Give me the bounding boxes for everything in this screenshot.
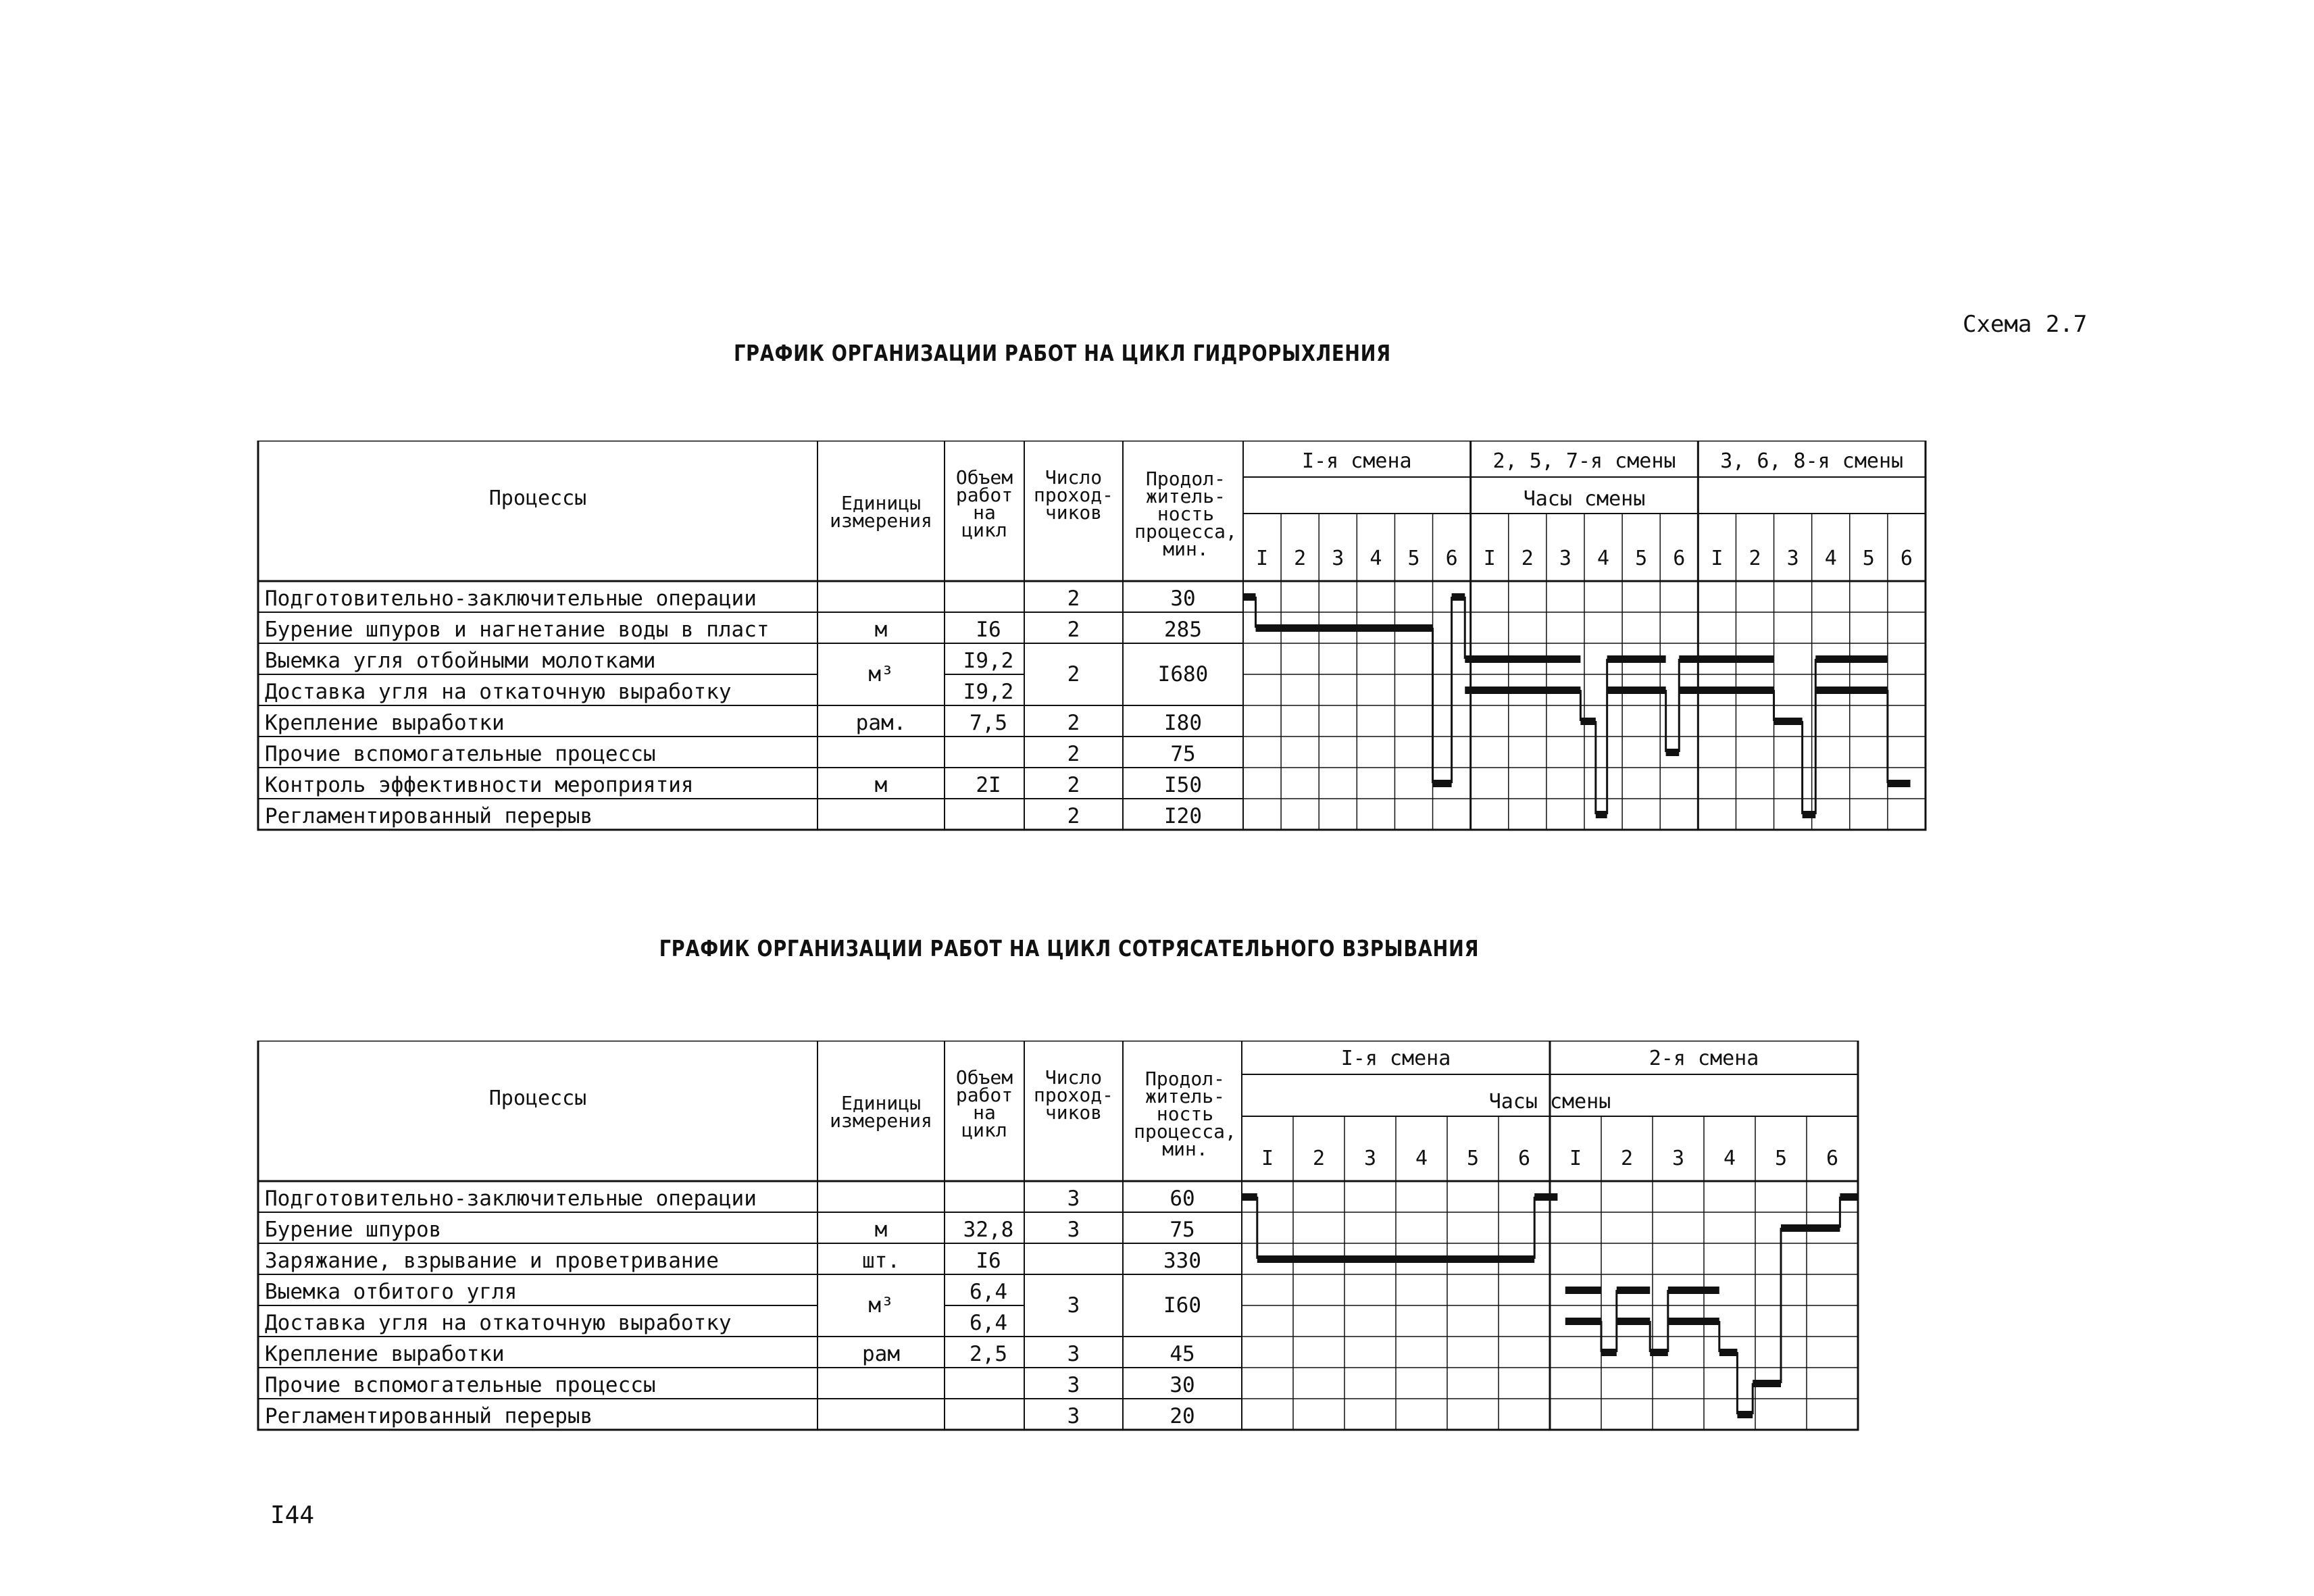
volume-value: I6 — [976, 1249, 1001, 1273]
gantt-bar — [1465, 687, 1580, 694]
duration-header: ность — [1156, 1103, 1214, 1125]
process-name: Бурение шпуров — [265, 1218, 442, 1242]
process-name: Подготовительно-заключительные операции — [265, 1187, 757, 1211]
duration-header: процесса, — [1134, 1120, 1236, 1143]
volume-value: I9,2 — [963, 649, 1014, 673]
duration-value: 285 — [1164, 618, 1202, 642]
hour-label: 6 — [1900, 547, 1913, 570]
duration-value: 330 — [1163, 1249, 1201, 1273]
workers-header: чиков — [1045, 1101, 1103, 1124]
hour-label: 5 — [1466, 1147, 1480, 1170]
volume-header: цикл — [961, 1119, 1007, 1141]
gantt-bar — [1815, 655, 1888, 663]
duration-value: 30 — [1170, 587, 1196, 611]
duration-value: I50 — [1164, 773, 1202, 797]
duration-header: Продол- — [1145, 468, 1226, 490]
workers-value: 3 — [1067, 1293, 1080, 1318]
page-number: I44 — [270, 1501, 315, 1529]
gantt-bar — [1452, 593, 1465, 601]
workers-value: 2 — [1067, 711, 1080, 735]
process-name: Выемка отбитого угля — [265, 1280, 518, 1304]
volume-header: работ — [955, 1084, 1013, 1106]
workers-header: проход- — [1033, 484, 1114, 506]
process-name: Крепление выработки — [265, 711, 505, 735]
unit-header: Единицы — [840, 492, 922, 514]
gantt-bar — [1607, 687, 1666, 694]
duration-header: житель- — [1145, 1085, 1226, 1107]
hour-label: 2 — [1620, 1147, 1634, 1170]
volume-value: 6,4 — [970, 1311, 1007, 1335]
gantt-bar — [1256, 624, 1433, 632]
shift-label: 3, 6, 8-я смены — [1720, 449, 1904, 473]
unit-value: м³ — [868, 662, 894, 687]
gantt-bar — [1888, 780, 1911, 787]
duration-value: 75 — [1169, 1218, 1195, 1242]
workers-value: 2 — [1067, 662, 1080, 687]
hour-label: 3 — [1671, 1147, 1685, 1170]
gantt-bar — [1617, 1318, 1650, 1325]
volume-header: Объем — [955, 466, 1013, 489]
volume-header: цикл — [961, 519, 1007, 541]
duration-header: процесса, — [1134, 520, 1237, 543]
unit-value: м³ — [868, 1293, 894, 1318]
shift-label: 2, 5, 7-я смены — [1492, 449, 1676, 473]
unit-value: м — [874, 618, 888, 642]
gantt-bar — [1737, 1411, 1753, 1418]
gantt-bar — [1753, 1380, 1781, 1387]
volume-header: работ — [955, 484, 1013, 506]
hour-label: 4 — [1369, 547, 1382, 570]
workers-header: чиков — [1045, 501, 1103, 524]
volume-header: на — [973, 1101, 996, 1124]
hour-label: 4 — [1824, 547, 1837, 570]
shift-label: 2-я смена — [1649, 1047, 1759, 1070]
hour-label: I — [1483, 547, 1496, 570]
hour-label: 4 — [1597, 547, 1610, 570]
volume-header: на — [973, 501, 996, 524]
hour-label: 3 — [1786, 547, 1799, 570]
process-name: Контроль эффективности мероприятия — [265, 773, 694, 797]
hours-label: Часы смены — [1523, 487, 1646, 511]
duration-header: ность — [1157, 503, 1215, 525]
shift-label: I-я смена — [1340, 1047, 1451, 1070]
process-header: Процессы — [488, 1087, 587, 1110]
duration-value: 20 — [1169, 1404, 1195, 1428]
hour-label: 2 — [1312, 1147, 1326, 1170]
process-name: Крепление выработки — [265, 1342, 505, 1366]
workers-header: Число — [1045, 1066, 1103, 1089]
table-2-title: ГРАФИК ОРГАНИЗАЦИИ РАБОТ НА ЦИКЛ СОТРЯСАТЕЛЬНОГО ВЗРЫВАНИЯ — [659, 935, 1480, 962]
workers-value: 2 — [1067, 773, 1080, 797]
workers-header: Число — [1045, 466, 1103, 489]
shift-label: I-я смена — [1302, 449, 1412, 473]
volume-header: Объем — [955, 1066, 1013, 1089]
duration-value: 30 — [1169, 1373, 1195, 1397]
unit-header: измерения — [830, 1109, 932, 1132]
gantt-bar — [1840, 1193, 1858, 1201]
process-name: Регламентированный перерыв — [265, 1404, 593, 1428]
gantt-bar — [1607, 655, 1666, 663]
unit-header: измерения — [830, 509, 932, 532]
hour-label: 4 — [1415, 1147, 1428, 1170]
gantt-bar — [1774, 718, 1803, 725]
workers-value: 3 — [1067, 1342, 1080, 1366]
duration-value: I80 — [1164, 711, 1202, 735]
workers-header: проход- — [1033, 1084, 1114, 1106]
duration-value: 45 — [1169, 1342, 1195, 1366]
duration-header: мин. — [1162, 1138, 1208, 1160]
gantt-bar — [1534, 1193, 1557, 1201]
workers-value: 2 — [1067, 587, 1080, 611]
workers-value: 3 — [1067, 1218, 1080, 1242]
duration-header: мин. — [1163, 538, 1209, 560]
gantt-bar — [1803, 811, 1816, 818]
process-name: Доставка угля на откаточную выработку — [265, 680, 732, 704]
gantt-bar — [1666, 749, 1680, 756]
hour-label: 3 — [1363, 1147, 1377, 1170]
hour-label: 2 — [1521, 547, 1534, 570]
table-1-title: ГРАФИК ОРГАНИЗАЦИИ РАБОТ НА ЦИКЛ ГИДРОРЫХЛЕНИЯ — [734, 340, 1391, 366]
process-name: Подготовительно-заключительные операции — [265, 587, 757, 611]
process-name: Заряжание, взрывание и проветривание — [265, 1249, 719, 1273]
process-name: Выемка угля отбойными молотками — [265, 649, 656, 673]
workers-value: 2 — [1067, 804, 1080, 828]
process-name: Доставка угля на откаточную выработку — [265, 1311, 732, 1335]
hours-label: Часы смены — [1488, 1090, 1611, 1114]
duration-value: 75 — [1170, 742, 1196, 766]
unit-value: м — [874, 1218, 888, 1242]
volume-value: 7,5 — [970, 711, 1007, 735]
gantt-bar — [1617, 1287, 1650, 1294]
workers-value: 3 — [1067, 1373, 1080, 1397]
hour-label: 5 — [1635, 547, 1648, 570]
workers-value: 2 — [1067, 742, 1080, 766]
volume-value: 2I — [976, 773, 1001, 797]
hour-label: I — [1261, 1147, 1274, 1170]
gantt-bar — [1668, 1318, 1719, 1325]
workers-value: 3 — [1067, 1187, 1080, 1211]
workers-value: 2 — [1067, 618, 1080, 642]
duration-value: I680 — [1157, 662, 1209, 687]
gantt-bar — [1465, 655, 1580, 663]
hour-label: 2 — [1749, 547, 1761, 570]
workers-value: 3 — [1067, 1404, 1080, 1428]
scheme-label: Схема 2.7 — [1963, 311, 2088, 338]
hour-label: I — [1711, 547, 1724, 570]
gantt-bar — [1580, 718, 1595, 725]
gantt-bar — [1242, 1193, 1257, 1201]
unit-value: рам. — [855, 711, 907, 735]
gantt-bar — [1596, 811, 1607, 818]
gantt-bar — [1650, 1349, 1668, 1356]
gantt-bar — [1781, 1224, 1840, 1232]
duration-value: I60 — [1163, 1293, 1201, 1318]
gantt-bar — [1815, 687, 1888, 694]
duration-header: Продол- — [1145, 1068, 1226, 1090]
gantt-bar — [1243, 593, 1256, 601]
hour-label: 3 — [1559, 547, 1571, 570]
gantt-bar — [1601, 1349, 1617, 1356]
process-header: Процессы — [488, 487, 587, 510]
duration-value: 60 — [1169, 1187, 1195, 1211]
gantt-bar — [1433, 780, 1452, 787]
hour-label: 5 — [1407, 547, 1420, 570]
volume-value: 6,4 — [970, 1280, 1007, 1304]
hour-label: 2 — [1294, 547, 1307, 570]
gantt-bar — [1719, 1349, 1738, 1356]
process-name: Регламентированный перерыв — [265, 804, 593, 828]
hour-label: 4 — [1723, 1147, 1736, 1170]
duration-value: I20 — [1164, 804, 1202, 828]
unit-value: рам — [862, 1342, 900, 1366]
unit-value: шт. — [862, 1249, 900, 1273]
hour-label: 5 — [1774, 1147, 1788, 1170]
hour-label: 6 — [1445, 547, 1458, 570]
gantt-bar — [1679, 687, 1774, 694]
unit-value: м — [874, 773, 888, 797]
duration-header: житель- — [1145, 485, 1226, 507]
hour-label: I — [1256, 547, 1269, 570]
hour-label: 6 — [1826, 1147, 1839, 1170]
gantt-bar — [1565, 1318, 1601, 1325]
volume-value: 32,8 — [963, 1218, 1014, 1242]
gantt-bar — [1565, 1287, 1601, 1294]
volume-value: I6 — [976, 618, 1001, 642]
gantt-bar — [1679, 655, 1774, 663]
hour-label: 6 — [1517, 1147, 1531, 1170]
hour-label: 6 — [1673, 547, 1686, 570]
gantt-bar — [1668, 1287, 1719, 1294]
table-2-gantt — [257, 1041, 1878, 1446]
process-name: Прочие вспомогательные процессы — [265, 742, 656, 766]
process-name: Прочие вспомогательные процессы — [265, 1373, 656, 1397]
volume-value: I9,2 — [963, 680, 1014, 704]
unit-header: Единицы — [840, 1092, 922, 1114]
table-1-gantt — [257, 441, 1946, 846]
volume-value: 2,5 — [970, 1342, 1007, 1366]
hour-label: 5 — [1862, 547, 1875, 570]
process-name: Бурение шпуров и нагнетание воды в пласт — [265, 618, 770, 642]
hour-label: I — [1569, 1147, 1582, 1170]
hour-label: 3 — [1332, 547, 1344, 570]
gantt-bar — [1257, 1255, 1534, 1263]
